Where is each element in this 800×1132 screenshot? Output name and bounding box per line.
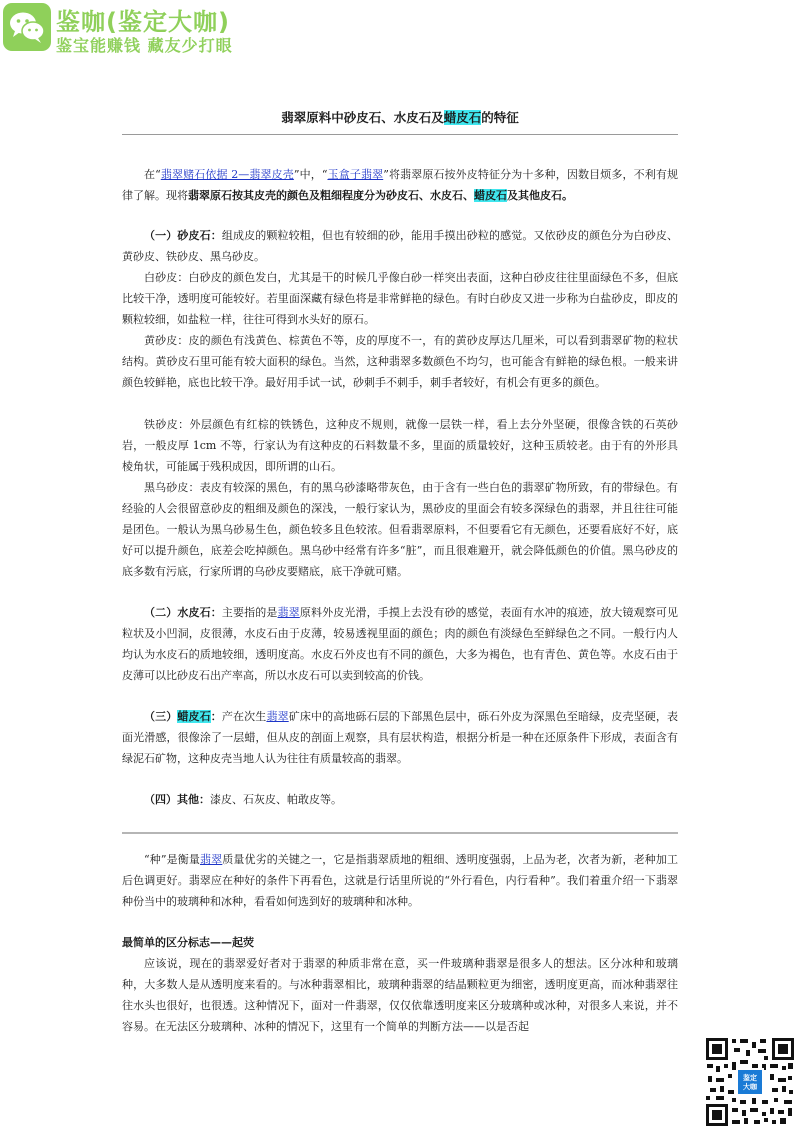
intro-text: ”中，“ [293,168,328,181]
section-heading: （四）其他： [144,793,210,806]
section-text: 主要指的是 [221,606,278,619]
paragraph-white-sand: 白砂皮：白砂皮的颜色发白，尤其是干的时候几乎像白砂一样突出表面，这种白砂皮往往里面绿色不多，但底比较干净，透明度可能较好。若里面深藏有绿色将是非常鲜艳的绿色。有时白砂皮又进一步称为白盐砂皮，即皮的颗粒较细，如盐粒一样，往往可得到水头好的原石。 [122,271,678,326]
paragraph-text: 质量优劣的关键之一，它是指翡翠质地的粗细、透明度强弱，上品为老，次者为新，老种加工后色调更好。翡翠应在种好的条件下再看色，这就是行话里所说的“外行看色，内行看种”。我们着重介绍一下翡翠种份当中的玻璃种和冰种，看看如何选到好的玻璃种和冰种。 [122,853,679,908]
section-heading-highlight: 蜡皮石 [177,710,211,723]
watermark-subtitle: 鉴宝能赚钱 藏友少打眼 [56,36,233,55]
qr-code-icon[interactable] [704,1036,796,1128]
intro-text: ”将翡翠原石按外皮特征分为十多种，因数目烦多，不利有规律了解。现将 [122,168,679,202]
link-jade[interactable]: 翡翠 [277,606,300,619]
title-highlight: 蜡皮石 [443,110,482,125]
qr-center-label-top: 鉴定 [743,1074,757,1082]
qr-center-label-bottom: 大咖 [743,1083,757,1091]
intro-highlight: 蜡皮石 [474,189,507,202]
intro-paragraph [122,164,678,206]
paragraph-iron-sand: 铁砂皮：外层颜色有红棕的铁锈色，这种皮不规则，就像一层铁一样，看上去分外坚硬，很像含铁的石英砂岩，一般皮厚 1cm 不等，行家认为有这种皮的石料数量不多，里面的质量较好，这种玉质较老。由于有的外形具棱角状，可能属于残积成因，即所谓的山石。 [122,418,678,473]
section-text: 原料外皮光滑，手摸上去没有砂的感觉，表面有水冲的痕迹，放大镜观察可见粒状及小凹洞，皮很薄，水皮石由于皮薄，较易透视里面的颜色；肉的颜色有淡绿色至鲜绿色之不同。一般行内人均认为水皮石的质地较细，透明度高。水皮石外皮也有不同的颜色，大多为褐色，也有青色、黄色等。水皮石由于皮薄可以比砂皮石出产率高，所以水皮石可以卖到较高的价钱。 [122,606,679,682]
subheading-simple-distinction: 最简单的区分标志——起荧 [122,936,254,949]
link-jade-box[interactable]: 玉盒子翡翠 [327,168,384,181]
page-title [0,108,800,126]
section-text: 矿床中的高地砾石层的下部黑色层中，砾石外皮为深黑色至暗绿，皮壳坚硬，表面光滑感，很像涂了一层蜡，但从皮的剖面上观察，具有层状构造，根据分析是一种在还原条件下形成，表面含有绿泥石矿物，这种皮壳当地人认为往往有质量较高的翡翠。 [122,710,679,765]
section-text: 漆皮、石灰皮、帕敢皮等。 [210,793,342,806]
intro-text: 在“ [144,168,161,181]
title-text-b: 的特征 [481,110,519,125]
link-jade[interactable]: 翡翠 [266,710,289,723]
watermark-title: 鉴咖(鉴定大咖) [56,8,230,36]
title-divider [122,134,678,135]
section-water-skin [122,602,678,686]
section-heading: （三） [144,710,178,723]
section-heading: （二）水皮石： [144,606,222,619]
intro-bold: 翡翠原石按其皮壳的颜色及粗细程度分为砂皮石、水皮石、 [188,189,474,202]
section-wax-skin [122,706,678,769]
paragraph-yellow-sand: 黄砂皮：皮的颜色有浅黄色、棕黄色不等，皮的厚度不一，有的黄砂皮厚达几厘米，可以看到翡翠矿物的粒状结构。黄砂皮石里可能有较大面积的绿色。当然，这种翡翠多数颜色不均匀，也可能含有鲜艳的绿色根。一般来讲颜色较鲜艳，底也比较干净。最好用手试一试，砂刺手不刺手，刺手者较好，有机会有更多的颜色。 [122,334,678,389]
section-divider [122,832,678,834]
section-sand-skin [122,225,678,267]
intro-bold: 及其他皮石。 [507,189,573,202]
wechat-icon [2,2,52,52]
paragraph-text: “种”是衡量 [144,853,200,866]
section-other-skin [122,789,678,810]
section-heading: （一）砂皮石： [144,229,222,242]
link-jade[interactable]: 翡翠 [199,853,223,866]
title-text-a: 翡翠原料中砂皮石、水皮石及 [281,110,444,125]
paragraph-zhong [122,849,678,912]
link-jade-gamble-basis[interactable]: 翡翠赌石依据 2—翡翠皮壳 [160,168,294,181]
section-heading: ： [210,710,222,723]
section-text: 组成皮的颗粒较粗，但也有较细的砂，能用手摸出砂粒的感觉。又依砂皮的颜色分为白砂皮、黄砂皮、铁砂皮、黑乌砂皮。 [122,229,679,263]
paragraph-glass-ice: 应该说，现在的翡翠爱好者对于翡翠的种质非常在意，买一件玻璃种翡翠是很多人的想法。区分冰种和玻璃种，大多数人是从透明度来看的。与冰种翡翠相比，玻璃种翡翠的结晶颗粒更为细密，透明度更高，而冰种翡翠往往水头也很好，也很透。这种情况下，面对一件翡翠，仅仅依靠透明度来区分玻璃种或冰种，对很多人来说，并不容易。在无法区分玻璃种、冰种的情况下，这里有一个简单的判断方法——以是否起 [122,957,678,1033]
watermark [0,0,260,60]
paragraph-black-sand: 黑乌砂皮：表皮有较深的黑色，有的黑乌砂漆略带灰色，由于含有一些白色的翡翠矿物所致，有的带绿色。有经验的人会很留意砂皮的粗细及颜色的深浅，一般行家认为，黑砂皮的里面会有较多深绿色的翡翠，并且往往可能是团色。一般认为黑乌砂易生色，颜色较多且色较浓。但看翡翠原料，不但要看它有无颜色，还要看底好不好，底好可以提升颜色，底差会吃掉颜色。黑乌砂中经常有许多“脏”，而且很难避开，就会降低颜色的价值。黑乌砂皮的底多数有污底，行家所谓的乌砂皮要赌底，底干净就可赌。 [122,481,678,578]
section-text: 产在次生 [221,710,267,723]
